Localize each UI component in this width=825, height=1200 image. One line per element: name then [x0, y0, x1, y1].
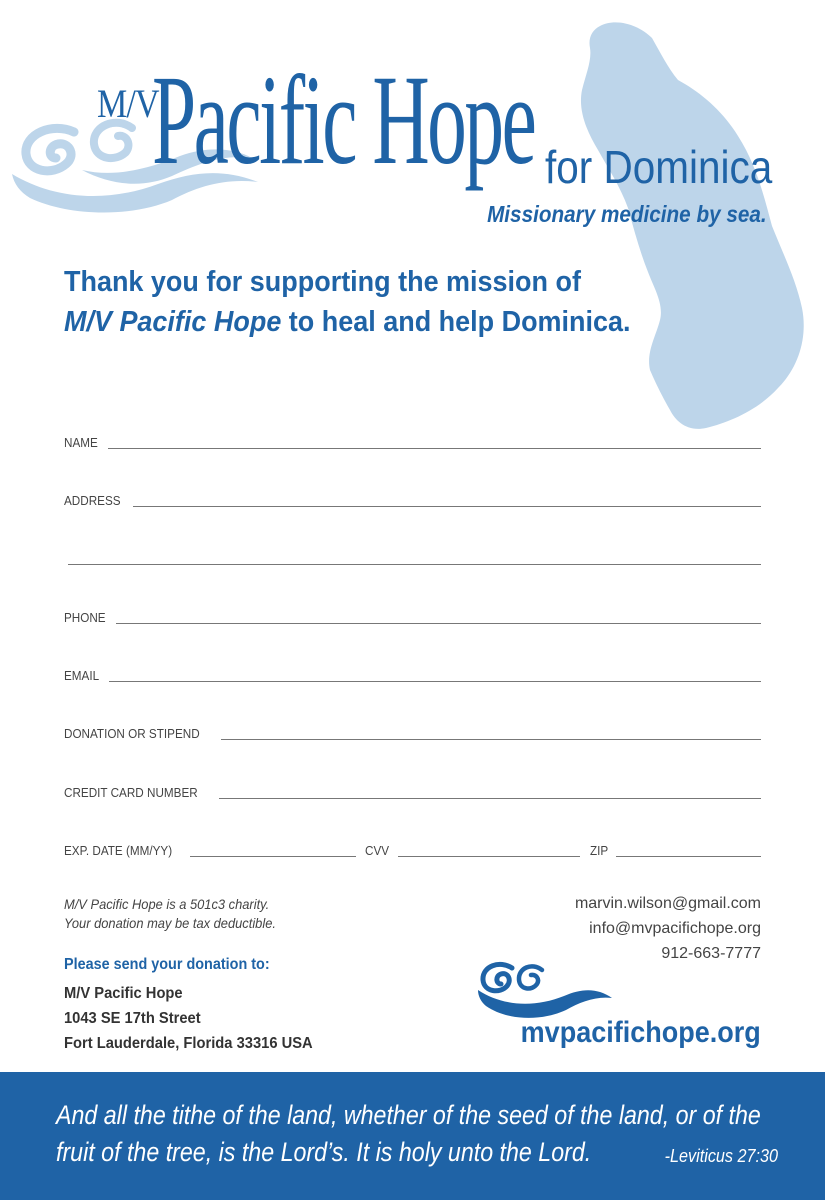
phone-field[interactable]	[64, 605, 761, 625]
mailing-address	[64, 981, 313, 1056]
zip-field[interactable]	[590, 838, 761, 858]
tagline: Missionary medicine by sea.	[487, 201, 767, 227]
credit-card-label: CREDIT CARD NUMBER	[64, 785, 198, 800]
website-link[interactable]: mvpacifichope.org	[520, 1016, 761, 1049]
headline-rest: to heal and help Dominica.	[281, 306, 631, 338]
headline-line-2	[64, 302, 630, 342]
phone-label: PHONE	[64, 610, 106, 625]
brand-prefix: M/V	[97, 81, 159, 126]
ocean-waves-icon	[478, 958, 613, 1020]
contact-info	[575, 891, 761, 966]
exp-date-field[interactable]	[64, 838, 356, 858]
exp-date-label: EXP. DATE (MM/YY)	[64, 843, 173, 858]
name-input-line[interactable]	[108, 447, 761, 449]
headline-ship-name: M/V Pacific Hope	[64, 306, 282, 338]
headline-line-1: Thank you for supporting the mission of	[64, 266, 581, 298]
org-name: M/V Pacific Hope	[64, 985, 183, 1002]
contact-email-1[interactable]: marvin.wilson@gmail.com	[574, 895, 761, 912]
cvv-label: CVV	[365, 843, 390, 858]
credit-card-input-line[interactable]	[219, 797, 761, 799]
donation-input-line[interactable]	[221, 738, 761, 740]
charity-note	[64, 895, 276, 933]
send-donation-heading: Please send your donation to:	[64, 956, 270, 973]
address-line-2-input[interactable]	[68, 563, 761, 565]
street-address: 1043 SE 17th Street	[64, 1010, 201, 1027]
verse-citation: -Leviticus 27:30	[664, 1146, 778, 1166]
donation-label: DONATION OR STIPEND	[64, 726, 200, 741]
credit-card-field[interactable]	[64, 780, 761, 800]
phone-input-line[interactable]	[116, 622, 761, 624]
brand-name: Pacific Hope	[152, 49, 535, 191]
contact-email-2[interactable]: info@mvpacifichope.org	[589, 920, 761, 937]
donation-field[interactable]	[64, 721, 761, 741]
exp-date-input-line[interactable]	[190, 855, 356, 857]
cvv-input-line[interactable]	[398, 855, 580, 857]
charity-line-2: Your donation may be tax deductible.	[64, 915, 276, 931]
name-field[interactable]	[64, 430, 761, 450]
scripture-verse	[56, 1097, 761, 1171]
brand-suffix: for Dominica	[545, 141, 773, 193]
address-input-line[interactable]	[133, 505, 761, 507]
verse-line-1: And all the tithe of the land, whether of the seed of the land, or of the	[56, 1100, 761, 1130]
email-field[interactable]	[64, 663, 761, 683]
zip-input-line[interactable]	[616, 855, 761, 857]
charity-line-1: M/V Pacific Hope is a 501c3 charity.	[64, 896, 270, 912]
headline	[64, 262, 630, 342]
address-field[interactable]	[64, 488, 761, 508]
cvv-field[interactable]	[365, 838, 580, 858]
address-label: ADDRESS	[64, 493, 121, 508]
email-input-line[interactable]	[109, 680, 761, 682]
name-label: NAME	[64, 435, 98, 450]
zip-label: ZIP	[590, 843, 609, 858]
dominica-island-map-icon	[560, 18, 810, 438]
verse-line-2: fruit of the tree, is the Lord’s. It is holy unto the Lord.	[56, 1137, 592, 1167]
contact-phone: 912-663-7777	[661, 945, 761, 962]
city-state-zip: Fort Lauderdale, Florida 33316 USA	[64, 1035, 313, 1052]
address-line-2-field[interactable]	[68, 546, 761, 566]
email-label: EMAIL	[64, 668, 100, 683]
